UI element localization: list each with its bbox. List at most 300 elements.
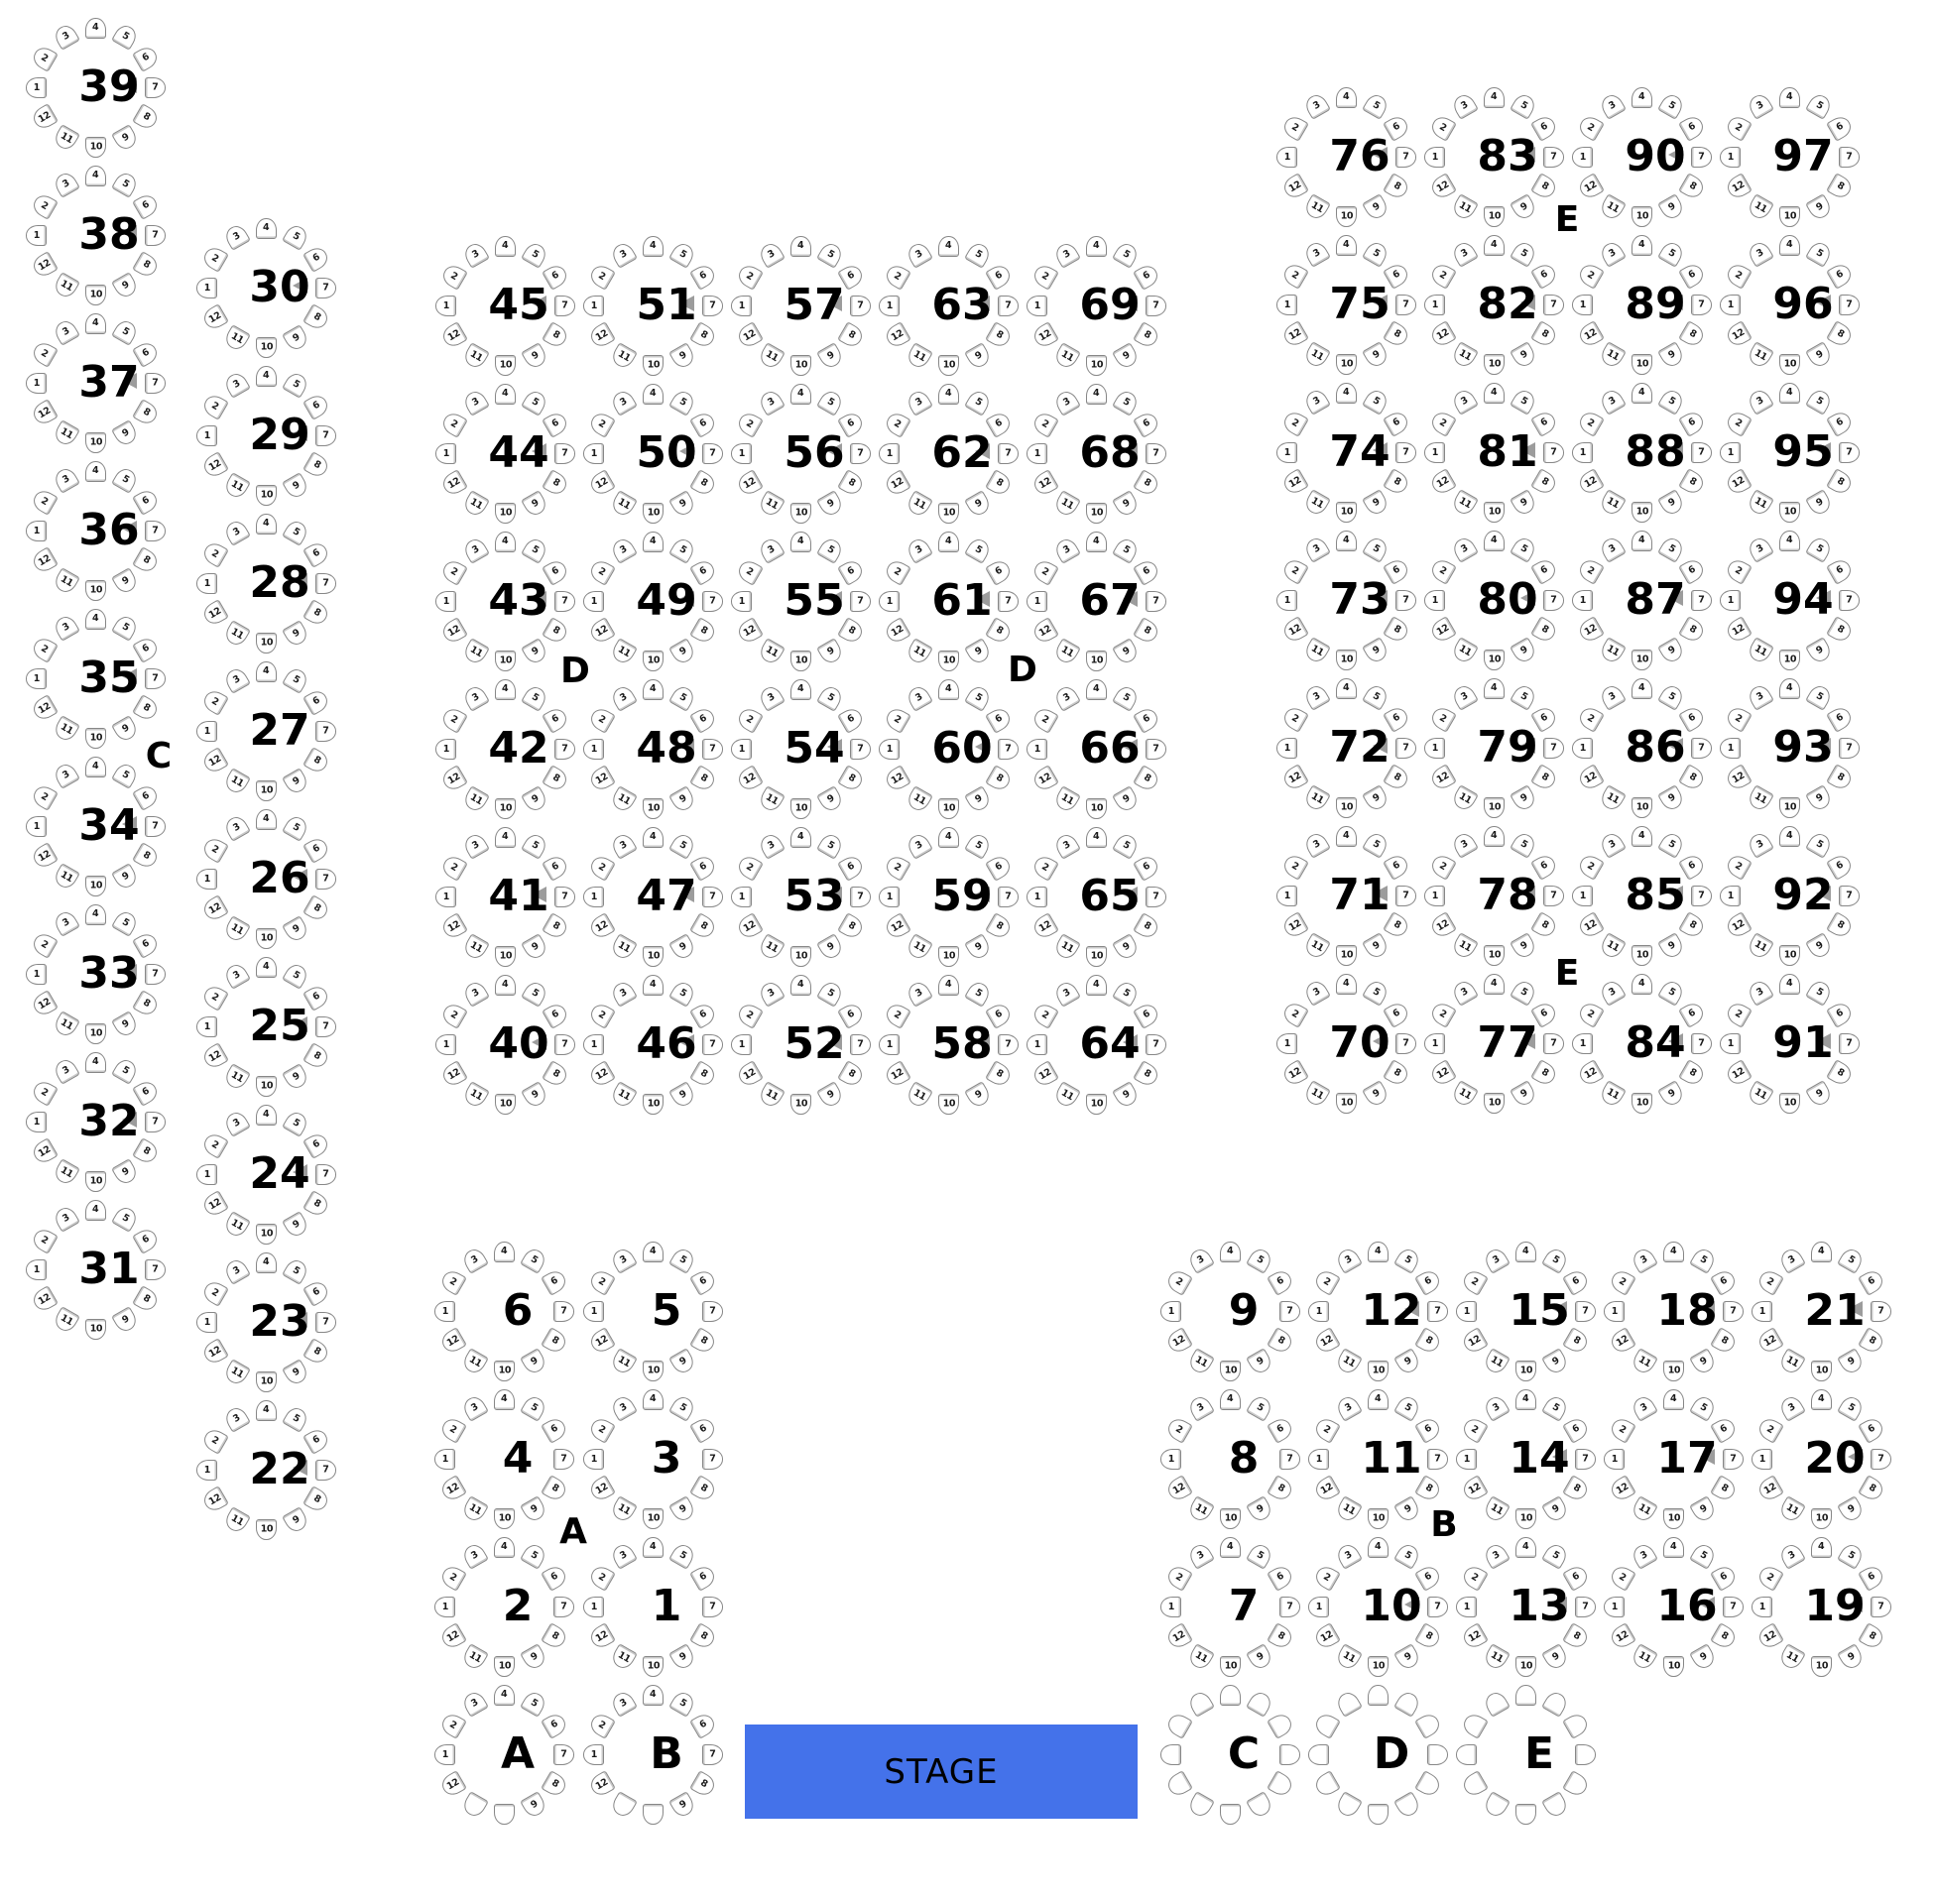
seat[interactable] bbox=[964, 934, 993, 963]
seat[interactable] bbox=[521, 388, 549, 416]
seat[interactable] bbox=[838, 912, 867, 941]
seat[interactable] bbox=[690, 617, 719, 646]
seat[interactable] bbox=[1424, 295, 1445, 315]
seat[interactable] bbox=[790, 503, 811, 524]
seat[interactable] bbox=[1030, 853, 1059, 882]
seat[interactable] bbox=[1632, 354, 1652, 375]
seat[interactable] bbox=[303, 983, 332, 1012]
seat[interactable] bbox=[1428, 409, 1457, 437]
seat[interactable] bbox=[1146, 591, 1166, 612]
seat[interactable] bbox=[435, 591, 456, 612]
seat[interactable] bbox=[643, 946, 664, 967]
seat[interactable] bbox=[1308, 1449, 1329, 1470]
seat[interactable] bbox=[133, 44, 162, 72]
seat[interactable] bbox=[1541, 1246, 1570, 1274]
seat[interactable] bbox=[435, 1034, 456, 1055]
seat[interactable] bbox=[434, 1597, 455, 1617]
seat[interactable] bbox=[1246, 1541, 1274, 1570]
seat[interactable] bbox=[111, 908, 140, 937]
seat[interactable] bbox=[543, 912, 571, 941]
seat[interactable] bbox=[521, 786, 549, 815]
seat[interactable] bbox=[1572, 590, 1593, 611]
seat[interactable] bbox=[303, 392, 332, 420]
seat[interactable] bbox=[1052, 831, 1081, 860]
seat[interactable] bbox=[731, 1034, 752, 1055]
seat[interactable] bbox=[495, 651, 516, 671]
seat[interactable] bbox=[1450, 682, 1479, 711]
seat[interactable] bbox=[1112, 786, 1141, 815]
seat[interactable] bbox=[1450, 194, 1479, 223]
seat[interactable] bbox=[702, 1301, 723, 1322]
seat[interactable] bbox=[434, 1744, 455, 1765]
seat[interactable] bbox=[1246, 1349, 1274, 1377]
seat[interactable] bbox=[1302, 194, 1331, 223]
seat[interactable] bbox=[111, 1307, 140, 1336]
seat[interactable] bbox=[1657, 490, 1686, 519]
seat[interactable] bbox=[1415, 1622, 1444, 1651]
seat[interactable] bbox=[1308, 1744, 1329, 1765]
seat[interactable] bbox=[587, 912, 616, 941]
seat[interactable] bbox=[1030, 262, 1059, 291]
seat[interactable] bbox=[1112, 536, 1141, 564]
seat[interactable] bbox=[1827, 409, 1856, 437]
seat[interactable] bbox=[905, 683, 933, 712]
seat[interactable] bbox=[986, 912, 1015, 941]
seat[interactable] bbox=[1657, 638, 1686, 666]
seat[interactable] bbox=[1839, 1033, 1860, 1054]
seat[interactable] bbox=[883, 853, 911, 882]
seat[interactable] bbox=[1427, 1301, 1448, 1322]
seat[interactable] bbox=[790, 355, 811, 376]
seat[interactable] bbox=[1164, 1770, 1193, 1799]
seat[interactable] bbox=[938, 827, 959, 848]
seat[interactable] bbox=[1563, 1711, 1592, 1739]
seat[interactable] bbox=[1268, 1327, 1296, 1356]
seat[interactable] bbox=[85, 1171, 106, 1192]
seat[interactable] bbox=[1575, 1449, 1596, 1470]
seat[interactable] bbox=[1777, 1246, 1806, 1274]
seat[interactable] bbox=[1246, 1393, 1274, 1422]
seat[interactable] bbox=[52, 170, 80, 198]
seat[interactable] bbox=[1362, 638, 1390, 666]
seat[interactable] bbox=[1450, 1081, 1479, 1110]
seat[interactable] bbox=[256, 1371, 277, 1392]
seat[interactable] bbox=[256, 485, 277, 506]
seat[interactable] bbox=[1395, 886, 1416, 906]
seat[interactable] bbox=[52, 22, 80, 51]
seat[interactable] bbox=[964, 536, 993, 564]
seat[interactable] bbox=[1134, 1060, 1162, 1089]
seat[interactable] bbox=[1510, 1081, 1538, 1110]
seat[interactable] bbox=[315, 1016, 336, 1037]
seat[interactable] bbox=[145, 816, 166, 837]
seat[interactable] bbox=[643, 827, 664, 848]
seat[interactable] bbox=[1543, 442, 1564, 463]
seat[interactable] bbox=[1531, 113, 1560, 142]
seat[interactable] bbox=[1484, 87, 1505, 108]
seat[interactable] bbox=[735, 1001, 764, 1029]
seat[interactable] bbox=[303, 1042, 332, 1071]
seat[interactable] bbox=[1510, 638, 1538, 666]
seat[interactable] bbox=[690, 1622, 719, 1651]
seat[interactable] bbox=[256, 1400, 277, 1421]
seat[interactable] bbox=[1334, 1349, 1363, 1377]
seat[interactable] bbox=[1746, 1081, 1774, 1110]
seat[interactable] bbox=[1384, 1059, 1412, 1088]
seat[interactable] bbox=[668, 1393, 697, 1422]
seat[interactable] bbox=[587, 1475, 616, 1503]
seat[interactable] bbox=[938, 503, 959, 524]
seat[interactable] bbox=[222, 665, 251, 694]
seat[interactable] bbox=[1280, 911, 1309, 940]
seat[interactable] bbox=[1160, 1744, 1181, 1765]
seat[interactable] bbox=[461, 831, 490, 860]
seat[interactable] bbox=[1302, 830, 1331, 859]
seat[interactable] bbox=[494, 1389, 515, 1410]
seat[interactable] bbox=[1393, 1689, 1422, 1718]
seat[interactable] bbox=[1428, 320, 1457, 349]
seat[interactable] bbox=[200, 1278, 229, 1307]
seat[interactable] bbox=[1302, 342, 1331, 371]
seat[interactable] bbox=[111, 1159, 140, 1188]
seat[interactable] bbox=[1859, 1475, 1887, 1503]
seat[interactable] bbox=[850, 591, 871, 612]
seat[interactable] bbox=[1572, 295, 1593, 315]
seat[interactable] bbox=[1576, 468, 1605, 497]
seat[interactable] bbox=[145, 1259, 166, 1280]
seat[interactable] bbox=[1362, 91, 1390, 120]
seat[interactable] bbox=[111, 1056, 140, 1085]
seat[interactable] bbox=[1220, 1508, 1241, 1529]
seat[interactable] bbox=[1679, 616, 1708, 645]
seat[interactable] bbox=[1279, 1449, 1300, 1470]
seat[interactable] bbox=[52, 420, 80, 449]
seat[interactable] bbox=[1679, 1059, 1708, 1088]
seat[interactable] bbox=[1424, 442, 1445, 463]
seat[interactable] bbox=[1531, 911, 1560, 940]
seat[interactable] bbox=[315, 425, 336, 446]
seat[interactable] bbox=[315, 1312, 336, 1333]
seat[interactable] bbox=[816, 979, 845, 1008]
seat[interactable] bbox=[1755, 1327, 1784, 1356]
seat[interactable] bbox=[1030, 321, 1059, 350]
seat[interactable] bbox=[583, 296, 604, 316]
seat[interactable] bbox=[282, 1507, 310, 1536]
seat[interactable] bbox=[282, 325, 310, 354]
seat[interactable] bbox=[1362, 933, 1390, 962]
seat[interactable] bbox=[494, 1804, 515, 1825]
seat[interactable] bbox=[554, 296, 575, 316]
seat[interactable] bbox=[222, 1256, 251, 1285]
seat[interactable] bbox=[1752, 1449, 1772, 1470]
seat[interactable] bbox=[1362, 830, 1390, 859]
seat[interactable] bbox=[282, 665, 310, 694]
seat[interactable] bbox=[1030, 469, 1059, 498]
seat[interactable] bbox=[1632, 826, 1652, 847]
seat[interactable] bbox=[1146, 443, 1166, 464]
seat[interactable] bbox=[609, 831, 638, 860]
seat[interactable] bbox=[200, 599, 229, 628]
seat[interactable] bbox=[1086, 355, 1107, 376]
seat[interactable] bbox=[282, 1256, 310, 1285]
seat[interactable] bbox=[543, 765, 571, 793]
seat[interactable] bbox=[1395, 147, 1416, 168]
seat[interactable] bbox=[1276, 442, 1297, 463]
seat[interactable] bbox=[303, 1190, 332, 1219]
seat[interactable] bbox=[643, 975, 664, 996]
seat[interactable] bbox=[1632, 383, 1652, 404]
seat[interactable] bbox=[1515, 1537, 1536, 1558]
seat[interactable] bbox=[905, 388, 933, 416]
seat[interactable] bbox=[1576, 409, 1605, 437]
seat[interactable] bbox=[1724, 556, 1753, 585]
seat[interactable] bbox=[1280, 261, 1309, 290]
seat[interactable] bbox=[1393, 1246, 1422, 1274]
seat[interactable] bbox=[256, 1105, 277, 1126]
seat[interactable] bbox=[256, 514, 277, 535]
seat[interactable] bbox=[1632, 235, 1652, 256]
seat[interactable] bbox=[1428, 704, 1457, 733]
seat[interactable] bbox=[1220, 1361, 1241, 1381]
seat[interactable] bbox=[1160, 1301, 1181, 1322]
seat[interactable] bbox=[520, 1349, 548, 1377]
seat[interactable] bbox=[1027, 739, 1047, 760]
seat[interactable] bbox=[1268, 1622, 1296, 1651]
seat[interactable] bbox=[439, 321, 468, 350]
seat[interactable] bbox=[1805, 638, 1834, 666]
seat[interactable] bbox=[52, 568, 80, 597]
seat[interactable] bbox=[1482, 1349, 1511, 1377]
seat[interactable] bbox=[1572, 738, 1593, 759]
seat[interactable] bbox=[282, 961, 310, 990]
seat[interactable] bbox=[702, 1744, 723, 1765]
seat[interactable] bbox=[735, 705, 764, 734]
seat[interactable] bbox=[1112, 979, 1141, 1008]
seat[interactable] bbox=[1598, 342, 1627, 371]
seat[interactable] bbox=[1576, 320, 1605, 349]
seat[interactable] bbox=[1779, 235, 1800, 256]
seat[interactable] bbox=[1630, 1541, 1658, 1570]
seat[interactable] bbox=[1777, 1644, 1806, 1673]
seat[interactable] bbox=[52, 761, 80, 789]
seat[interactable] bbox=[735, 321, 764, 350]
seat[interactable] bbox=[1657, 535, 1686, 563]
seat[interactable] bbox=[1450, 535, 1479, 563]
seat[interactable] bbox=[1679, 1000, 1708, 1028]
seat[interactable] bbox=[609, 979, 638, 1008]
seat[interactable] bbox=[790, 975, 811, 996]
seat[interactable] bbox=[1302, 535, 1331, 563]
seat[interactable] bbox=[1415, 1267, 1444, 1296]
seat[interactable] bbox=[1531, 616, 1560, 645]
seat[interactable] bbox=[1563, 1267, 1592, 1296]
seat[interactable] bbox=[905, 934, 933, 963]
seat[interactable] bbox=[303, 599, 332, 628]
seat[interactable] bbox=[85, 609, 106, 630]
seat[interactable] bbox=[643, 1094, 664, 1115]
seat[interactable] bbox=[643, 1656, 664, 1677]
seat[interactable] bbox=[1839, 147, 1860, 168]
seat[interactable] bbox=[315, 573, 336, 594]
seat[interactable] bbox=[1746, 387, 1774, 416]
seat[interactable] bbox=[1027, 887, 1047, 907]
seat[interactable] bbox=[986, 705, 1015, 734]
seat[interactable] bbox=[30, 635, 59, 663]
seat[interactable] bbox=[521, 240, 549, 269]
seat[interactable] bbox=[1030, 557, 1059, 586]
seat[interactable] bbox=[1384, 616, 1412, 645]
seat[interactable] bbox=[1711, 1415, 1740, 1444]
seat[interactable] bbox=[1302, 387, 1331, 416]
seat[interactable] bbox=[1630, 1393, 1658, 1422]
seat[interactable] bbox=[1711, 1563, 1740, 1592]
seat[interactable] bbox=[643, 1508, 664, 1529]
seat[interactable] bbox=[1839, 295, 1860, 315]
seat[interactable] bbox=[222, 1507, 251, 1536]
seat[interactable] bbox=[133, 487, 162, 516]
seat[interactable] bbox=[587, 1770, 616, 1799]
seat[interactable] bbox=[1679, 320, 1708, 349]
seat[interactable] bbox=[1779, 87, 1800, 108]
seat[interactable] bbox=[1086, 827, 1107, 848]
seat[interactable] bbox=[1112, 934, 1141, 963]
seat[interactable] bbox=[986, 410, 1015, 438]
seat[interactable] bbox=[587, 321, 616, 350]
seat[interactable] bbox=[1052, 786, 1081, 815]
seat[interactable] bbox=[587, 765, 616, 793]
seat[interactable] bbox=[1720, 147, 1741, 168]
seat[interactable] bbox=[494, 1537, 515, 1558]
seat[interactable] bbox=[1805, 682, 1834, 711]
seat[interactable] bbox=[1563, 1475, 1592, 1503]
seat[interactable] bbox=[26, 668, 47, 689]
seat[interactable] bbox=[790, 679, 811, 700]
seat[interactable] bbox=[998, 443, 1019, 464]
seat[interactable] bbox=[1336, 531, 1357, 551]
seat[interactable] bbox=[883, 765, 911, 793]
seat[interactable] bbox=[111, 273, 140, 301]
seat[interactable] bbox=[1752, 1301, 1772, 1322]
seat[interactable] bbox=[52, 1204, 80, 1233]
seat[interactable] bbox=[1632, 797, 1652, 818]
seat[interactable] bbox=[1811, 1389, 1832, 1410]
seat[interactable] bbox=[1302, 1081, 1331, 1110]
seat[interactable] bbox=[757, 240, 786, 269]
seat[interactable] bbox=[1146, 1034, 1166, 1055]
seat[interactable] bbox=[30, 990, 59, 1018]
seat[interactable] bbox=[543, 469, 571, 498]
seat[interactable] bbox=[461, 1082, 490, 1111]
seat[interactable] bbox=[1164, 1622, 1193, 1651]
seat[interactable] bbox=[1837, 1496, 1866, 1525]
seat[interactable] bbox=[133, 339, 162, 368]
seat[interactable] bbox=[1428, 261, 1457, 290]
seat[interactable] bbox=[609, 388, 638, 416]
seat[interactable] bbox=[111, 465, 140, 494]
seat[interactable] bbox=[1334, 1496, 1363, 1525]
seat[interactable] bbox=[1723, 1301, 1744, 1322]
seat[interactable] bbox=[85, 461, 106, 482]
seat[interactable] bbox=[1724, 409, 1753, 437]
seat[interactable] bbox=[1608, 1622, 1636, 1651]
seat[interactable] bbox=[1663, 1537, 1684, 1558]
seat[interactable] bbox=[1395, 1033, 1416, 1054]
seat[interactable] bbox=[1415, 1711, 1444, 1739]
seat[interactable] bbox=[998, 739, 1019, 760]
seat[interactable] bbox=[1450, 239, 1479, 268]
seat[interactable] bbox=[1134, 321, 1162, 350]
seat[interactable] bbox=[1724, 1000, 1753, 1028]
seat[interactable] bbox=[200, 747, 229, 775]
seat[interactable] bbox=[1312, 1622, 1341, 1651]
seat[interactable] bbox=[1186, 1541, 1215, 1570]
seat[interactable] bbox=[1336, 235, 1357, 256]
seat[interactable] bbox=[1871, 1597, 1891, 1617]
seat[interactable] bbox=[938, 236, 959, 257]
seat[interactable] bbox=[256, 1519, 277, 1540]
seat[interactable] bbox=[1657, 194, 1686, 223]
seat[interactable] bbox=[668, 240, 697, 269]
seat[interactable] bbox=[1608, 1563, 1636, 1592]
seat[interactable] bbox=[735, 410, 764, 438]
seat[interactable] bbox=[461, 388, 490, 416]
seat[interactable] bbox=[1052, 343, 1081, 372]
seat[interactable] bbox=[1691, 886, 1712, 906]
seat[interactable] bbox=[111, 1204, 140, 1233]
seat[interactable] bbox=[1691, 1033, 1712, 1054]
seat[interactable] bbox=[1460, 1267, 1489, 1296]
seat[interactable] bbox=[495, 532, 516, 552]
seat[interactable] bbox=[1543, 886, 1564, 906]
seat[interactable] bbox=[200, 894, 229, 923]
seat[interactable] bbox=[1280, 1059, 1309, 1088]
seat[interactable] bbox=[30, 842, 59, 871]
seat[interactable] bbox=[542, 1415, 570, 1444]
seat[interactable] bbox=[757, 979, 786, 1008]
seat[interactable] bbox=[1630, 1246, 1658, 1274]
seat[interactable] bbox=[883, 705, 911, 734]
seat[interactable] bbox=[1280, 468, 1309, 497]
seat[interactable] bbox=[1777, 1541, 1806, 1570]
seat[interactable] bbox=[1515, 1389, 1536, 1410]
seat[interactable] bbox=[439, 557, 468, 586]
seat[interactable] bbox=[702, 1449, 723, 1470]
seat[interactable] bbox=[1746, 194, 1774, 223]
seat[interactable] bbox=[1280, 764, 1309, 792]
seat[interactable] bbox=[52, 1307, 80, 1336]
seat[interactable] bbox=[1575, 1744, 1596, 1765]
seat[interactable] bbox=[1608, 1415, 1636, 1444]
seat[interactable] bbox=[668, 343, 697, 372]
seat[interactable] bbox=[1543, 738, 1564, 759]
seat[interactable] bbox=[222, 1404, 251, 1433]
seat[interactable] bbox=[1484, 354, 1505, 375]
seat[interactable] bbox=[1086, 975, 1107, 996]
seat[interactable] bbox=[460, 1349, 489, 1377]
seat[interactable] bbox=[1424, 886, 1445, 906]
seat[interactable] bbox=[1334, 1393, 1363, 1422]
seat[interactable] bbox=[1276, 1033, 1297, 1054]
seat[interactable] bbox=[1428, 113, 1457, 142]
seat[interactable] bbox=[1541, 1644, 1570, 1673]
seat[interactable] bbox=[883, 469, 911, 498]
seat[interactable] bbox=[222, 325, 251, 354]
seat[interactable] bbox=[1598, 490, 1627, 519]
seat[interactable] bbox=[1334, 1246, 1363, 1274]
seat[interactable] bbox=[1827, 704, 1856, 733]
seat[interactable] bbox=[303, 687, 332, 716]
seat[interactable] bbox=[1608, 1327, 1636, 1356]
